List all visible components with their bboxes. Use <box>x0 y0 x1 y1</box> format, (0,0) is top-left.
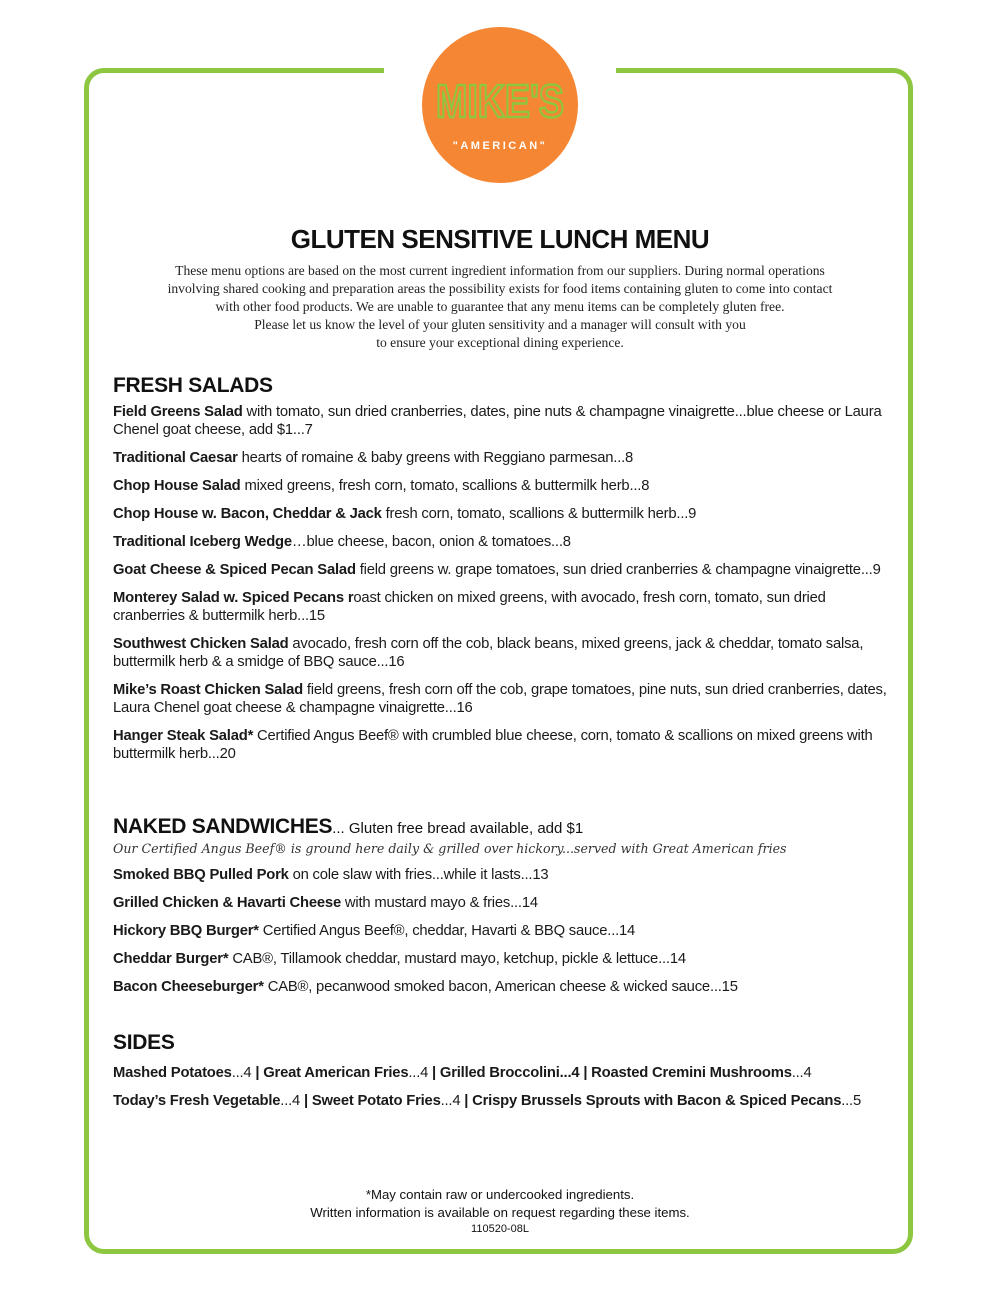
menu-item-name: Bacon Cheeseburger* <box>113 979 264 995</box>
sides-line <box>113 1064 893 1082</box>
menu-item <box>113 978 893 996</box>
intro-line: to ensure your exceptional dining experience. <box>376 335 624 350</box>
sides-separator: | <box>428 1065 440 1081</box>
menu-item-description: on cole slaw with fries...while it lasts...13 <box>288 867 549 883</box>
logo-name: MIKE'S <box>436 75 564 127</box>
sandwiches-section <box>113 815 893 996</box>
side-item-name: Crispy Brussels Sprouts with Bacon & Spiced Pecans <box>472 1093 842 1109</box>
side-item-price: ...4 <box>280 1093 301 1109</box>
menu-item-name: Monterey Salad w. Spiced Pecans r <box>113 590 354 606</box>
menu-item-description: field greens w. grape tomatoes, sun dried cranberries & champagne vinaigrette...9 <box>355 562 881 578</box>
footer-code: 110520-08L <box>471 1223 529 1235</box>
intro-line: These menu options are based on the most current ingredient information from our suppliers. During normal operations <box>175 263 825 278</box>
salads-heading: FRESH SALADS <box>113 374 273 397</box>
menu-item-description: oast chicken on mixed greens, with avocado, fresh corn, tomato, sun dried cranberries & buttermilk herb...15 <box>113 590 826 624</box>
logo-tagline: "AMERICAN" <box>452 140 548 152</box>
mikes-american-logo <box>420 25 580 185</box>
intro-disclaimer <box>120 262 880 352</box>
side-item-name: Great American Fries <box>263 1065 409 1081</box>
side-item-name: Grilled Broccolini...4 <box>439 1065 580 1081</box>
beef-note: Our Certified Angus Beef® is ground here daily & grilled over hickory...served with Great American fries <box>113 841 787 856</box>
sides-separator: | <box>251 1065 264 1081</box>
menu-item <box>113 866 893 884</box>
menu-item-description: hearts of romaine & baby greens with Reggiano parmesan...8 <box>237 450 634 466</box>
footer-info: Written information is available on request regarding these items. <box>310 1205 690 1220</box>
menu-item-name: Grilled Chicken & Havarti Cheese <box>113 895 341 911</box>
menu-item-description: CAB®, pecanwood smoked bacon, American cheese & wicked sauce...15 <box>263 979 738 995</box>
menu-item <box>113 950 893 968</box>
menu-item-name: Field Greens Salad <box>113 404 243 420</box>
side-item-name: Today’s Fresh Vegetable <box>113 1093 281 1109</box>
menu-item-description: with mustard mayo & fries...14 <box>340 895 538 911</box>
menu-item-name: Goat Cheese & Spiced Pecan Salad <box>113 562 356 578</box>
menu-item <box>113 681 893 717</box>
side-item-name: Sweet Potato Fries <box>311 1093 441 1109</box>
side-item-name: Mashed Potatoes <box>113 1065 232 1081</box>
menu-item-description: …blue cheese, bacon, onion & tomatoes...8 <box>291 534 571 550</box>
menu-item <box>113 477 893 495</box>
menu-item <box>113 727 893 763</box>
menu-item <box>113 589 893 625</box>
menu-item <box>113 533 893 551</box>
footer-raw-warning: *May contain raw or undercooked ingredients. <box>365 1187 635 1202</box>
sides-section <box>113 1031 893 1110</box>
menu-item <box>113 561 893 579</box>
menu-item-description: mixed greens, fresh corn, tomato, scallions & buttermilk herb...8 <box>240 478 650 494</box>
page-title: GLUTEN SENSITIVE LUNCH MENU <box>290 224 710 254</box>
salads-section <box>113 374 893 763</box>
menu-item <box>113 635 893 671</box>
menu-item-description: field greens, fresh corn off the cob, grape tomatoes, pine nuts, sun dried cranberries, dates, Laura Chenel goat cheese & champagne vinaigrette...16 <box>113 682 887 716</box>
menu-item <box>113 922 893 940</box>
menu-item-name: Chop House w. Bacon, Cheddar & Jack <box>113 506 382 522</box>
sandwiches-list <box>113 866 893 996</box>
sandwiches-heading-note: ... Gluten free bread available, add $1 <box>332 820 584 837</box>
menu-item <box>113 894 893 912</box>
side-item-price: ...4 <box>791 1065 812 1081</box>
menu-item-name: Cheddar Burger* <box>113 951 229 967</box>
menu-item-name: Traditional Iceberg Wedge <box>113 534 292 550</box>
sandwiches-heading <box>113 815 893 839</box>
menu-item <box>113 403 893 439</box>
menu-item-description: with tomato, sun dried cranberries, dates, pine nuts & champagne vinaigrette...blue cheese or Laura Chenel goat cheese, add $1...7 <box>113 404 882 438</box>
side-item-price: ...4 <box>231 1065 252 1081</box>
menu-item-description: Certified Angus Beef®, cheddar, Havarti & BBQ sauce...14 <box>258 923 636 939</box>
sides-separator: | <box>579 1065 592 1081</box>
sides-separator: | <box>300 1093 312 1109</box>
menu-item-name: Mike’s Roast Chicken Salad <box>113 682 303 698</box>
menu-item-description: CAB®, Tillamook cheddar, mustard mayo, ketchup, pickle & lettuce...14 <box>228 951 686 967</box>
menu-item-description: Certified Angus Beef® with crumbled blue cheese, corn, tomato & scallions on mixed greens with buttermilk herb...20 <box>113 728 873 762</box>
menu-item <box>113 505 893 523</box>
intro-line: with other food products. We are unable to guarantee that any menu items can be completely gluten free. <box>215 299 785 314</box>
menu-item <box>113 449 893 467</box>
intro-line: involving shared cooking and preparation areas the possibility exists for food items containing gluten to come into contact <box>167 281 833 296</box>
menu-item-name: Southwest Chicken Salad <box>113 636 289 652</box>
side-item-price: ...4 <box>408 1065 429 1081</box>
salads-list <box>113 403 893 763</box>
menu-item-name: Hickory BBQ Burger* <box>113 923 259 939</box>
sandwiches-heading-text: NAKED SANDWICHES <box>113 815 333 838</box>
menu-item-description: fresh corn, tomato, scallions & buttermilk herb...9 <box>381 506 697 522</box>
side-item-price: ...4 <box>440 1093 461 1109</box>
menu-item-name: Hanger Steak Salad* <box>113 728 254 744</box>
menu-item-name: Traditional Caesar <box>113 450 238 466</box>
footer <box>0 1186 1000 1236</box>
menu-item-name: Smoked BBQ Pulled Pork <box>113 867 289 883</box>
sides-line <box>113 1092 893 1110</box>
sides-heading: SIDES <box>113 1031 175 1054</box>
intro-line: Please let us know the level of your gluten sensitivity and a manager will consult with you <box>254 317 746 332</box>
menu-item-name: Chop House Salad <box>113 478 241 494</box>
menu-item-description: avocado, fresh corn off the cob, black beans, mixed greens, jack & cheddar, tomato salsa, buttermilk herb & a smidge of BBQ sauce...16 <box>113 636 864 670</box>
side-item-price: ...5 <box>841 1093 861 1109</box>
sides-separator: | <box>460 1093 473 1109</box>
side-item-name: Roasted Cremini Mushrooms <box>591 1065 792 1081</box>
